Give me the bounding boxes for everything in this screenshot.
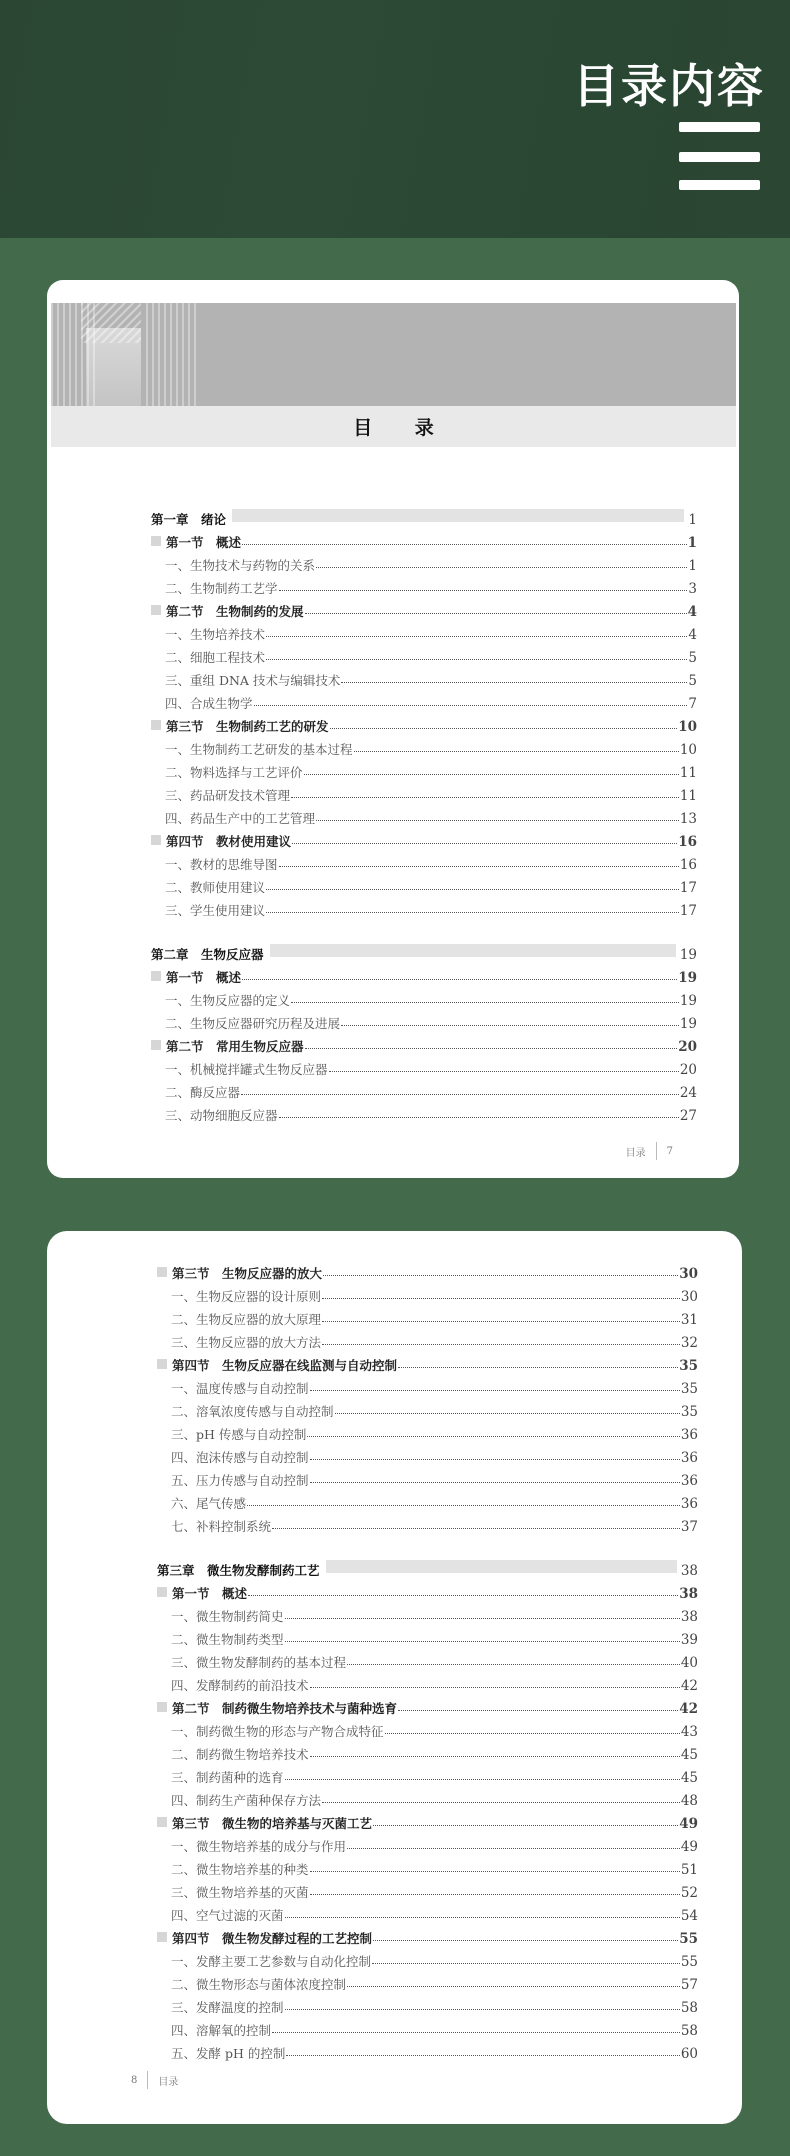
toc-page-number: 45 [680,1747,698,1763]
dot-leader [241,1094,679,1095]
toc-list [157,1259,698,2062]
toc-page-number: 11 [679,765,697,781]
page-footer [131,2071,178,2089]
dot-leader [272,1528,680,1529]
toc-entry-title: 二、生物反应器的放大原理 [171,1312,322,1327]
toc-page-number: 4 [688,627,697,643]
toc-entry-title: 第三节 生物反应器的放大 [172,1266,323,1281]
toc-entry-title: 三、pH 传感与自动控制 [171,1427,307,1442]
toc-page-number: 52 [680,1885,698,1901]
dot-leader [266,659,687,660]
toc-entry-title: 第一章 绪论 [151,512,227,527]
toc-entry-title: 一、发酵主要工艺参数与自动化控制 [171,1954,372,1969]
dot-leader [291,797,679,798]
toc-item-row[interactable] [157,1993,698,2016]
toc-section-row[interactable] [151,1032,697,1055]
dot-leader [247,1505,680,1506]
dot-leader [341,682,687,683]
toc-item-row[interactable] [151,689,697,712]
toc-page-number: 4 [687,604,697,620]
toc-entry-title: 二、细胞工程技术 [165,650,266,665]
toc-entry-title: 一、生物反应器的定义 [165,993,291,1008]
toc-page-number: 38 [680,1563,698,1579]
toc-item-row[interactable] [157,1740,698,1763]
toc-page-7 [47,280,739,1178]
dot-leader [266,636,687,637]
toc-entry-title: 一、生物制药工艺研发的基本过程 [165,742,353,757]
toc-entry-title: 三、动物细胞反应器 [165,1108,278,1123]
toc-entry-title: 二、制药微生物培养技术 [171,1747,309,1762]
toc-item-row[interactable] [151,1101,697,1124]
dot-leader [385,1733,680,1734]
dot-leader [279,1117,679,1118]
toc-entry-title: 四、发酵制药的前沿技术 [171,1678,309,1693]
dot-leader [292,843,677,844]
section-marker-icon [151,971,161,981]
toc-page-number: 38 [680,1609,698,1625]
toc-item-row[interactable] [151,1009,697,1032]
toc-page-number: 10 [678,719,697,735]
toc-page-number: 1 [688,512,697,528]
dot-leader [285,1641,680,1642]
toc-entry-title: 一、微生物制药简史 [171,1609,284,1624]
dot-leader [285,2009,680,2010]
toc-entry-title: 二、微生物制药类型 [171,1632,284,1647]
toc-page-number: 55 [680,1954,698,1970]
toc-item-row[interactable] [157,1466,698,1489]
toc-page-number: 39 [680,1632,698,1648]
toc-section-row[interactable] [157,1694,698,1717]
toc-entry-title: 二、物料选择与工艺评价 [165,765,303,780]
section-marker-icon [151,835,161,845]
toc-page-number: 30 [680,1289,698,1305]
section-marker-icon [151,1040,161,1050]
dot-leader [341,1025,679,1026]
dot-leader [270,944,676,957]
dot-leader [305,613,687,614]
dot-leader [248,1595,678,1596]
dot-leader [323,1275,678,1276]
dot-leader [307,1436,679,1437]
page-footer [626,1142,673,1160]
dot-leader [285,1618,680,1619]
dot-leader [372,1963,680,1964]
toc-page-number: 58 [680,2023,698,2039]
toc-section-row[interactable] [151,827,697,850]
toc-entry-title: 五、发酵 pH 的控制 [171,2046,286,2061]
toc-page-number: 17 [679,903,697,919]
toc-entry-title: 第一节 概述 [172,1586,248,1601]
toc-item-row[interactable] [157,1832,698,1855]
toc-chapter-row[interactable] [151,933,697,963]
toc-entry-title: 第三节 微生物的培养基与灭菌工艺 [172,1816,373,1831]
toc-page-number: 36 [680,1473,698,1489]
dot-leader [322,1321,680,1322]
toc-page-number: 1 [687,535,697,551]
toc-item-row[interactable] [157,2039,698,2062]
footer-divider [147,2071,148,2089]
toc-page-number: 42 [680,1678,698,1694]
toc-page-number: 5 [688,673,697,689]
toc-item-row[interactable] [151,620,697,643]
toc-entry-title: 七、补料控制系统 [171,1519,272,1534]
toc-entry-title: 一、机械搅拌罐式生物反应器 [165,1062,328,1077]
toc-item-row[interactable] [157,1602,698,1625]
dot-leader [310,1756,680,1757]
toc-item-row[interactable] [157,1397,698,1420]
footer-divider [656,1142,657,1160]
toc-entry-title: 三、药品研发技术管理 [165,788,291,803]
toc-entry-title: 第三节 生物制药工艺的研发 [166,719,329,734]
toc-page-number: 37 [680,1519,698,1535]
toc-page-number: 48 [680,1793,698,1809]
toc-page-number: 51 [680,1862,698,1878]
toc-page-8 [47,1231,742,2124]
toc-item-row[interactable] [151,758,697,781]
toc-section-row[interactable] [157,1809,698,1832]
toc-page-number: 19 [679,1016,697,1032]
dot-leader [254,705,688,706]
toc-item-row[interactable] [157,1763,698,1786]
toc-page-number: 43 [680,1724,698,1740]
toc-page-number: 16 [678,834,697,850]
toc-item-row[interactable] [157,1305,698,1328]
toc-entry-title: 一、生物反应器的设计原则 [171,1289,322,1304]
toc-item-row[interactable] [157,1855,698,1878]
dot-leader [316,567,687,568]
toc-page-number: 13 [679,811,697,827]
toc-page-number: 38 [679,1586,698,1602]
toc-entry-title: 第二节 制药微生物培养技术与菌种选育 [172,1701,398,1716]
toc-page-number: 35 [680,1381,698,1397]
toc-page-number: 24 [679,1085,697,1101]
toc-page-number: 20 [679,1062,697,1078]
dot-leader [335,1413,680,1414]
toc-entry-title: 第三章 微生物发酵制药工艺 [157,1563,320,1578]
toc-page-number: 40 [680,1655,698,1671]
toc-page-number: 3 [688,581,697,597]
dot-leader [347,1986,680,1987]
toc-entry-title: 三、学生使用建议 [165,903,266,918]
toc-item-row[interactable] [151,1078,697,1101]
toc-page-number: 60 [680,2046,698,2062]
toc-entry-title: 四、合成生物学 [165,696,253,711]
toc-page-number: 17 [679,880,697,896]
dot-leader [272,2032,680,2033]
dot-leader [322,1344,680,1345]
dot-leader [310,1459,680,1460]
toc-page-number: 36 [680,1496,698,1512]
toc-entry-title: 四、制药生产菌种保存方法 [171,1793,322,1808]
toc-item-row[interactable] [151,896,697,919]
dot-leader [322,1802,680,1803]
toc-entry-title: 二、微生物形态与菌体浓度控制 [171,1977,347,1992]
toc-page-number: 36 [680,1450,698,1466]
dot-leader [310,1482,680,1483]
toc-entry-title: 三、微生物培养基的灭菌 [171,1885,309,1900]
toc-chapter-row[interactable] [151,498,697,528]
toc-page-number: 30 [679,1266,698,1282]
toc-page-number: 45 [680,1770,698,1786]
toc-section-row[interactable] [151,712,697,735]
section-marker-icon [151,605,161,615]
dot-leader [291,1002,679,1003]
toc-entry-title: 一、制药微生物的形态与产物合成特征 [171,1724,384,1739]
footer-label: 目录 [158,2076,179,2088]
toc-item-row[interactable] [157,1625,698,1648]
toc-item-row[interactable] [157,1328,698,1351]
toc-page-number: 31 [680,1312,698,1328]
toc-item-row[interactable] [157,1489,698,1512]
section-marker-icon [151,720,161,730]
section-marker-icon [157,1359,167,1369]
toc-item-row[interactable] [157,2016,698,2039]
toc-entry-title: 四、泡沫传感与自动控制 [171,1450,309,1465]
toc-entry-title: 一、微生物培养基的成分与作用 [171,1839,347,1854]
footer-label: 目录 [625,1147,646,1159]
dot-leader [242,979,677,980]
toc-entry-title: 四、溶解氧的控制 [171,2023,272,2038]
toc-item-row[interactable] [157,1717,698,1740]
toc-section-row[interactable] [151,963,697,986]
toc-page-number: 27 [679,1108,697,1124]
dot-leader [347,1664,680,1665]
toc-section-row[interactable] [151,528,697,551]
toc-page-number: 49 [679,1816,698,1832]
toc-entry-title: 二、溶氧浓度传感与自动控制 [171,1404,334,1419]
dot-leader [322,1298,680,1299]
toc-page-number: 42 [679,1701,698,1717]
toc-page-number: 19 [678,970,697,986]
dot-leader [304,774,679,775]
dot-leader [373,1825,678,1826]
toc-entry-title: 二、教师使用建议 [165,880,266,895]
dot-leader [266,912,679,913]
toc-entry-title: 二、微生物培养基的种类 [171,1862,309,1877]
toc-entry-title: 三、微生物发酵制药的基本过程 [171,1655,347,1670]
toc-page-number: 35 [679,1358,698,1374]
section-marker-icon [151,536,161,546]
toc-entry-title: 二、生物制药工艺学 [165,581,278,596]
header-banner [0,0,790,238]
section-marker-icon [157,1267,167,1277]
toc-page-number: 19 [679,993,697,1009]
toc-page-number: 35 [680,1404,698,1420]
section-marker-icon [157,1817,167,1827]
toc-item-row[interactable] [157,1878,698,1901]
dot-leader [266,889,679,890]
toc-title: 目 录 [353,417,452,439]
dot-leader [305,1048,678,1049]
toc-entry-title: 二、生物反应器研究历程及进展 [165,1016,341,1031]
toc-title-band [51,406,736,447]
toc-list [151,498,697,1124]
dot-leader [232,509,684,522]
toc-entry-title: 第四节 教材使用建议 [166,834,292,849]
toc-page-number: 11 [679,788,697,804]
dot-leader [373,1940,678,1941]
toc-entry-title: 一、温度传感与自动控制 [171,1381,309,1396]
toc-item-row[interactable] [151,850,697,873]
dot-leader [285,1779,680,1780]
toc-item-row[interactable] [151,781,697,804]
toc-entry-title: 一、生物技术与药物的关系 [165,558,316,573]
dot-leader [347,1848,680,1849]
toc-entry-title: 三、制药菌种的选育 [171,1770,284,1785]
toc-item-row[interactable] [151,643,697,666]
dot-leader [330,728,678,729]
page-number: 7 [666,1145,673,1157]
toc-item-row[interactable] [151,986,697,1009]
toc-item-row[interactable] [157,1443,698,1466]
toc-entry-title: 第一节 概述 [166,970,242,985]
toc-page-number: 54 [680,1908,698,1924]
section-marker-icon [157,1932,167,1942]
toc-entry-title: 二、酶反应器 [165,1085,241,1100]
toc-item-row[interactable] [157,1374,698,1397]
toc-page-number: 19 [679,947,697,963]
dot-leader [329,1071,679,1072]
toc-entry-title: 第一节 概述 [166,535,242,550]
toc-item-row[interactable] [157,1901,698,1924]
toc-item-row[interactable] [151,735,697,758]
dot-leader [310,1390,680,1391]
toc-entry-title: 一、教材的思维导图 [165,857,278,872]
toc-item-row[interactable] [151,873,697,896]
toc-item-row[interactable] [157,1970,698,1993]
toc-page-number: 36 [680,1427,698,1443]
toc-page-number: 32 [680,1335,698,1351]
dot-leader [285,1917,680,1918]
dot-leader [326,1560,677,1573]
toc-entry-title: 五、压力传感与自动控制 [171,1473,309,1488]
page-banner-image [51,303,736,406]
toc-page-number: 55 [679,1931,698,1947]
toc-item-row[interactable] [157,1786,698,1809]
toc-page-number: 16 [679,857,697,873]
dot-leader [279,590,688,591]
toc-section-row[interactable] [157,1924,698,1947]
toc-item-row[interactable] [157,1282,698,1305]
toc-section-row[interactable] [157,1259,698,1282]
dot-leader [398,1367,678,1368]
toc-entry-title: 第二节 生物制药的发展 [166,604,304,619]
toc-item-row[interactable] [157,1512,698,1535]
toc-page-number: 5 [688,650,697,666]
toc-section-row[interactable] [151,597,697,620]
dot-leader [279,866,679,867]
toc-entry-title: 三、生物反应器的放大方法 [171,1335,322,1350]
dot-leader [310,1871,680,1872]
toc-entry-title: 三、发酵温度的控制 [171,2000,284,2015]
toc-page-number: 49 [680,1839,698,1855]
toc-section-row[interactable] [157,1579,698,1602]
toc-page-number: 20 [678,1039,697,1055]
toc-entry-title: 四、空气过滤的灭菌 [171,1908,284,1923]
dot-leader [398,1710,678,1711]
dot-leader [316,820,679,821]
toc-item-row[interactable] [151,666,697,689]
dot-leader [310,1894,680,1895]
toc-item-row[interactable] [151,574,697,597]
toc-item-row[interactable] [151,551,697,574]
toc-entry-title: 一、生物培养技术 [165,627,266,642]
decorative-stripes-graphic [51,303,201,406]
toc-page-number: 7 [688,696,697,712]
toc-page-number: 57 [680,1977,698,1993]
page-number: 8 [131,2074,138,2086]
toc-item-row[interactable] [151,804,697,827]
toc-entry-title: 第四节 微生物发酵过程的工艺控制 [172,1931,373,1946]
toc-page-number: 10 [679,742,697,758]
dot-leader [242,544,687,545]
section-marker-icon [157,1702,167,1712]
toc-entry-title: 第四节 生物反应器在线监测与自动控制 [172,1358,398,1373]
toc-entry-title: 第二章 生物反应器 [151,947,264,962]
dot-leader [354,751,679,752]
toc-item-row[interactable] [151,1055,697,1078]
toc-page-number: 58 [680,2000,698,2016]
dot-leader [286,2055,679,2056]
toc-item-row[interactable] [157,1671,698,1694]
toc-item-row[interactable] [157,1648,698,1671]
toc-section-row[interactable] [157,1351,698,1374]
toc-item-row[interactable] [157,1947,698,1970]
toc-chapter-row[interactable] [157,1549,698,1579]
header-title: 目录内容 [573,59,765,113]
toc-entry-title: 六、尾气传感 [171,1496,247,1511]
toc-entry-title: 三、重组 DNA 技术与编辑技术 [165,673,341,688]
dot-leader [310,1687,680,1688]
toc-entry-title: 第二节 常用生物反应器 [166,1039,304,1054]
section-marker-icon [157,1587,167,1597]
toc-item-row[interactable] [157,1420,698,1443]
toc-entry-title: 四、药品生产中的工艺管理 [165,811,316,826]
toc-page-number: 1 [688,558,697,574]
